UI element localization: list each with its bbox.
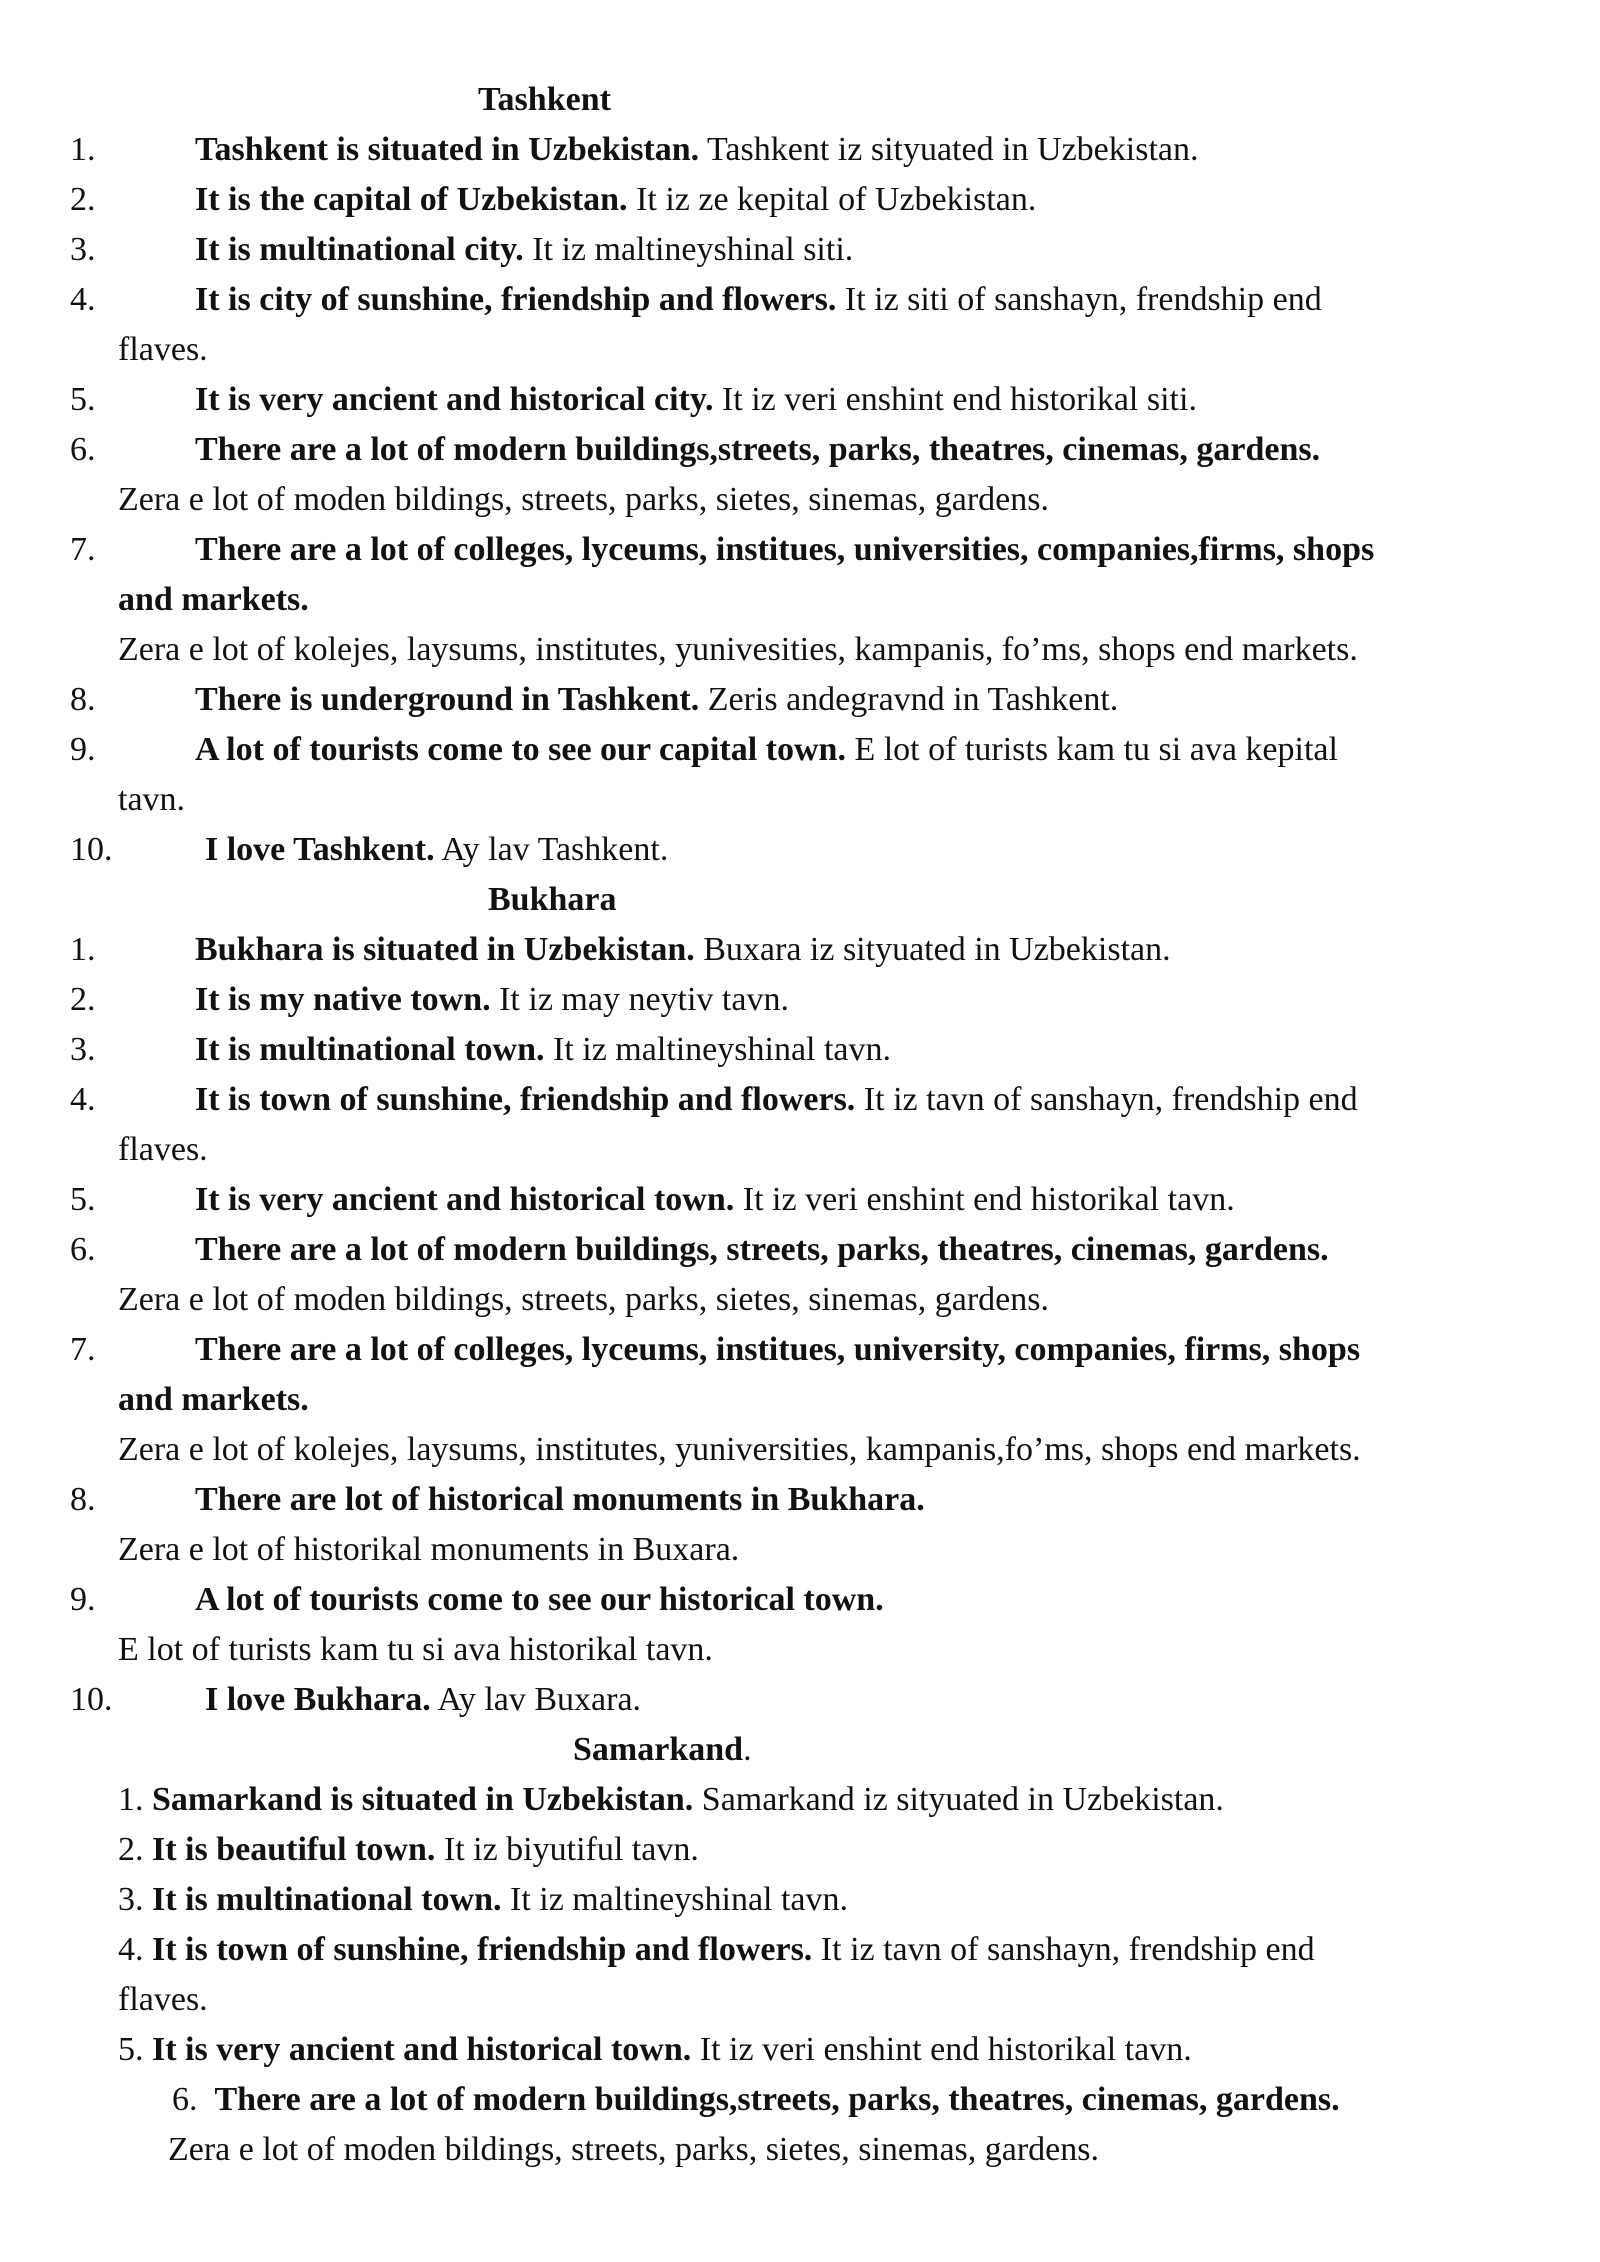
item-number: 2. [118,1831,144,1868]
english-sentence-continuation: and markets. [118,581,309,618]
transliteration: Ay lav Buxara. [430,1681,642,1718]
transliteration: It iz maltineyshinal tavn. [501,1881,849,1918]
english-sentence: There are a lot of modern buildings,streets, parks, theatres, cinemas, gardens. [214,2081,1340,2118]
item-number: 8. [70,1481,96,1518]
item-number: 3. [70,231,96,268]
section-title-bukhara: Bukhara [488,881,617,918]
transliteration: Samarkand iz sityuated in Uzbekistan. [693,1781,1224,1818]
item-number: 5. [70,381,96,418]
item-number: 5. [118,2031,144,2068]
list-item-continuation [118,1975,208,2025]
transliteration: E lot of turists kam tu si ava kepital [845,731,1338,768]
item-number: 1. [70,131,96,168]
english-sentence: I love Tashkent. [205,831,435,868]
list-item [118,1775,1224,1825]
item-number: 6. [70,431,96,468]
english-sentence: It is beautiful town. [152,1831,436,1868]
english-sentence: It is multinational town. [195,1031,545,1068]
transliteration: It iz maltineyshinal siti. [523,231,854,268]
english-sentence: There are a lot of modern buildings,streets, parks, theatres, cinemas, gardens. [195,431,1321,468]
item-number: 4. [70,281,96,318]
transliteration: flaves. [118,331,208,368]
transliteration: E lot of turists kam tu si ava historikal tavn. [118,1631,713,1668]
english-sentence: It is very ancient and historical town. [152,2031,692,2068]
item-number: 3. [70,1031,96,1068]
item-number: 10. [70,1681,113,1718]
title-suffix: . [743,1731,752,1768]
english-sentence-continuation: and markets. [118,1381,309,1418]
transliteration: Zera e lot of moden bildings, streets, parks, sietes, sinemas, gardens. [118,481,1049,518]
english-sentence: It is the capital of Uzbekistan. [195,181,628,218]
transliteration: Zera e lot of moden bildings, streets, parks, sietes, sinemas, gardens. [118,1281,1049,1318]
english-sentence: It is city of sunshine, friendship and flowers. [195,281,837,318]
item-number: 7. [70,531,96,568]
english-sentence: It is town of sunshine, friendship and flowers. [152,1931,813,1968]
transliteration: It iz ze kepital of Uzbekistan. [627,181,1037,218]
item-number: 8. [70,681,96,718]
item-number: 10. [70,831,113,868]
transliteration: It iz veri enshint end historikal tavn. [734,1181,1235,1218]
item-number: 4. [70,1081,96,1118]
item-number: 9. [70,731,96,768]
item-number: 6. [70,1231,96,1268]
transliteration: flaves. [118,1981,208,2018]
english-sentence: It is very ancient and historical town. [195,1181,735,1218]
transliteration: It iz tavn of sanshayn, frendship end [855,1081,1358,1118]
item-number: 7. [70,1331,96,1368]
list-item [172,2075,1340,2125]
english-sentence: Bukhara is situated in Uzbekistan. [195,931,695,968]
english-sentence: It is my native town. [195,981,491,1018]
transliteration: Zera e lot of historikal monuments in Buxara. [118,1531,740,1568]
item-number: 2. [70,181,96,218]
item-number: 2. [70,981,96,1018]
transliteration: It iz maltineyshinal tavn. [544,1031,892,1068]
english-sentence: There are a lot of colleges, lyceums, institues, university, companies, firms, shops [195,1331,1361,1368]
english-sentence: It is multinational city. [195,231,524,268]
english-sentence: Tashkent is situated in Uzbekistan. [195,131,700,168]
transliteration: Zera e lot of moden bildings, streets, parks, sietes, sinemas, gardens. [168,2131,1099,2168]
english-sentence: A lot of tourists come to see our historical town. [195,1581,884,1618]
item-number: 9. [70,1581,96,1618]
section-title-tashkent: Tashkent [478,81,611,118]
list-item [118,2025,1192,2075]
transliteration: Tashkent iz sityuated in Uzbekistan. [699,131,1199,168]
english-sentence: It is very ancient and historical city. [195,381,714,418]
transliteration: It iz tavn of sanshayn, frendship end [812,1931,1315,1968]
section-heading-samarkand [573,1725,752,1775]
transliteration: Zera e lot of kolejes, laysums, institutes, yuniversities, kampanis,fo’ms, shops end markets. [118,1431,1361,1468]
transliteration: Zeris andegravnd in Tashkent. [699,681,1119,718]
transliteration: It iz veri enshint end historikal siti. [713,381,1197,418]
list-item-continuation [168,2125,1099,2175]
list-item [118,1925,1315,1975]
transliteration: It iz biyutiful tavn. [435,1831,699,1868]
english-sentence: It is town of sunshine, friendship and flowers. [195,1081,856,1118]
transliteration: Ay lav Tashkent. [434,831,669,868]
english-sentence: There are lot of historical monuments in Bukhara. [195,1481,925,1518]
item-number: 1. [70,931,96,968]
english-sentence: It is multinational town. [152,1881,502,1918]
english-sentence: A lot of tourists come to see our capital town. [195,731,846,768]
english-sentence: There are a lot of colleges, lyceums, institues, universities, companies,firms, shops [195,531,1375,568]
item-number: 4. [118,1931,144,1968]
list-item [118,1875,848,1925]
english-sentence: I love Bukhara. [205,1681,431,1718]
transliteration: flaves. [118,1131,208,1168]
transliteration: It iz siti of sanshayn, frendship end [836,281,1322,318]
english-sentence: There is underground in Tashkent. [195,681,700,718]
transliteration: It iz may neytiv tavn. [490,981,789,1018]
list-item [118,1825,699,1875]
item-number: 5. [70,1181,96,1218]
item-number: 3. [118,1881,144,1918]
english-sentence: Samarkand is situated in Uzbekistan. [152,1781,694,1818]
transliteration: Zera e lot of kolejes, laysums, institutes, yunivesities, kampanis, fo’ms, shops end markets. [118,631,1358,668]
transliteration: It iz veri enshint end historikal tavn. [691,2031,1192,2068]
section-title-samarkand: Samarkand [573,1731,744,1768]
transliteration: tavn. [118,781,186,818]
transliteration: Buxara iz sityuated in Uzbekistan. [694,931,1171,968]
item-number: 6. [172,2081,198,2118]
item-number: 1. [118,1781,144,1818]
english-sentence: There are a lot of modern buildings, streets, parks, theatres, cinemas, gardens. [195,1231,1329,1268]
